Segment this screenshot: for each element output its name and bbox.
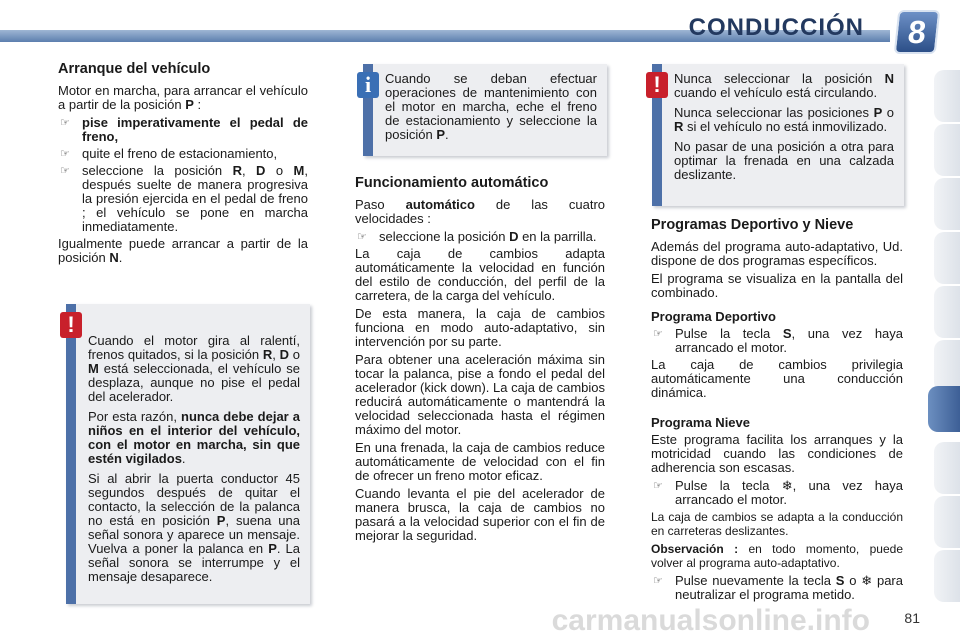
section-heading: Programas Deportivo y Nieve <box>651 217 854 233</box>
pointing-hand-icon: ☞ <box>357 231 367 243</box>
section-heading: Arranque del vehículo <box>58 61 211 77</box>
side-tab[interactable] <box>934 286 960 338</box>
warning-text: Si al abrir la puerta conductor 45 segundos después de quitar el contacto, la selección de la palanca no está en posición P, suena una señal sonora y aparece un mensaje. Vuelva a poner la palanca en P. La señal sonora se interrumpe y el mensaje desaparece. <box>88 471 300 584</box>
warning-text: No pasar de una posición a otra para optimar la frenada en una calzada deslizante. <box>674 139 894 182</box>
side-tab[interactable] <box>934 178 960 230</box>
paragraph: En una frenada, la caja de cambios reduce automáticamente de velocidad con el fin de ofrecer un freno motor eficaz. <box>355 440 605 483</box>
sub-heading-snow: Programa Nieve <box>651 415 750 430</box>
paragraph: Además del programa auto-adaptativo, Ud. dispone de dos programas específicos. <box>651 239 903 268</box>
paragraph: La caja de cambios se adapta a la conducción en carreteras deslizantes. <box>651 510 903 538</box>
section-programas <box>651 218 903 605</box>
warning-text: Nunca seleccionar la posición N cuando el vehículo está circulando. <box>674 71 894 100</box>
side-tab[interactable] <box>934 232 960 284</box>
sub-heading-sport: Programa Deportivo <box>651 309 776 324</box>
paragraph: La caja de cambios privilegia automáticamente una conducción dinámica. <box>651 357 903 400</box>
section-heading: Funcionamiento automático <box>355 175 549 191</box>
paragraph: El programa se visualiza en la pantalla del combinado. <box>651 271 903 300</box>
list-item: ☞ Pulse nuevamente la tecla S o ❄ para neutralizar el programa metido. <box>653 573 903 602</box>
side-tab[interactable] <box>934 496 960 548</box>
section-arranque <box>58 62 308 269</box>
snowflake-icon: ❄ <box>781 478 793 493</box>
chapter-badge: 8 <box>894 10 941 54</box>
header-band <box>0 0 960 52</box>
paragraph: Igualmente puede arrancar a partir de la posición N. <box>58 236 308 265</box>
pointing-hand-icon: ☞ <box>653 575 663 587</box>
warning-box-children <box>66 304 310 604</box>
snowflake-icon: ❄ <box>861 573 873 588</box>
pointing-hand-icon: ☞ <box>60 117 70 129</box>
side-tab[interactable] <box>934 124 960 176</box>
warning-text: Por esta razón, nunca debe dejar a niños en el interior del vehículo, con el motor en marcha, sin que estén vigilados. <box>88 409 300 466</box>
warning-icon: ! <box>60 312 82 338</box>
side-tab[interactable] <box>934 70 960 122</box>
paragraph: Motor en marcha, para arrancar el vehículo a partir de la posición P : <box>58 83 308 112</box>
list-item: ☞ Pulse la tecla ❄, una vez haya arrancado el motor. <box>653 478 903 507</box>
list-item: ☞ seleccione la posición R, D o M, después suelte de manera progresiva la presión ejercida en el pedal de freno ; el vehículo se pone en marcha inmediatamente. <box>60 163 308 234</box>
paragraph: Este programa facilita los arranques y la motricidad cuando las condiciones de adherencia son escasas. <box>651 432 903 475</box>
info-text: Cuando se deban efectuar operaciones de mantenimiento con el motor en marcha, eche el freno de estacionamiento y seleccione la posición P. <box>385 71 597 142</box>
side-tab[interactable] <box>934 442 960 494</box>
pointing-hand-icon: ☞ <box>60 148 70 160</box>
warning-icon: ! <box>646 72 668 98</box>
pointing-hand-icon: ☞ <box>60 165 70 177</box>
warning-box-positions <box>652 64 904 206</box>
page-title: CONDUCCIÓN <box>688 14 864 41</box>
warning-text: Nunca seleccionar las posiciones P o R si el vehículo no está inmovilizado. <box>674 105 895 134</box>
paragraph: La caja de cambios adapta automáticamente la velocidad en función del estilo de conducción, del perfil de la carretera, de la carga del vehículo. <box>355 246 605 303</box>
list-item: ☞ Pulse la tecla S, una vez haya arrancado el motor. <box>653 326 904 355</box>
paragraph: Cuando levanta el pie del acelerador de manera brusca, la caja de cambios no pasará a la velocidad superior con el fin de mejorar la seguridad. <box>355 486 605 543</box>
page-number: 81 <box>904 610 920 626</box>
side-tab-active[interactable] <box>928 386 960 432</box>
side-tab[interactable] <box>934 340 960 392</box>
paragraph: Para obtener una aceleración máxima sin tocar la palanca, pise a fondo el pedal del acelerador (kick down). La caja de cambios reducirá automáticamente o mantendrá la velocidad seleccionada hasta el régimen máximo del motor. <box>355 352 606 437</box>
list-item: ☞ seleccione la posición D en la parrilla. <box>357 229 597 244</box>
paragraph: Paso automático de las cuatro velocidades : <box>355 197 606 226</box>
info-box-maintenance <box>363 64 607 156</box>
side-tabs <box>930 70 960 630</box>
pointing-hand-icon: ☞ <box>653 480 663 492</box>
paragraph: Observación : en todo momento, puede volver al programa auto-adaptativo. <box>651 542 904 570</box>
paragraph: De esta manera, la caja de cambios funciona en modo auto-adaptativo, sin intervención por su parte. <box>355 306 605 349</box>
list-item: ☞ quite el freno de estacionamiento, <box>60 146 278 161</box>
warning-text: Cuando el motor gira al ralentí, frenos quitados, si la posición R, D o M está seleccionada, el vehículo se desplaza, aunque no pise el pedal del acelerador. <box>88 333 301 404</box>
watermark: carmanualsonline.info <box>551 604 870 637</box>
pointing-hand-icon: ☞ <box>653 328 663 340</box>
section-funcionamiento <box>355 176 605 547</box>
info-icon: i <box>357 72 379 98</box>
list-item: ☞ pise imperativamente el pedal de freno, <box>60 115 308 144</box>
side-tab[interactable] <box>934 550 960 602</box>
